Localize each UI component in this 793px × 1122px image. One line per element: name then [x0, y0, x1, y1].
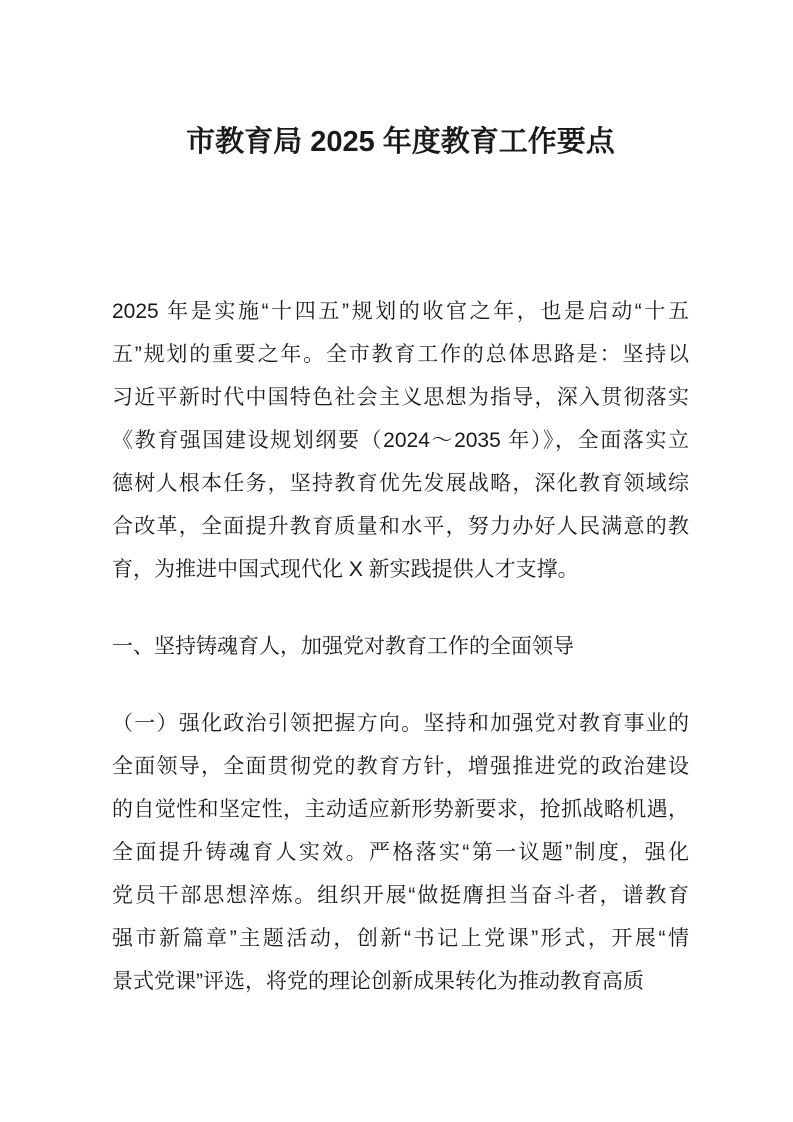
text-line: 强市新篇章”主题活动，创新“书记上党课”形式，开展“情: [112, 927, 689, 950]
text-line: （一）强化政治引领把握方向。坚持和加强党对教育事业的: [112, 712, 689, 735]
document-body: [112, 290, 689, 1003]
text-line: 《教育强国建设规划纲要（2024～2035 年）》，全面落实立: [112, 429, 689, 452]
text-line: 五”规划的重要之年。全市教育工作的总体思路是：坚持以: [112, 343, 689, 366]
document-title: 市教育局 2025 年度教育工作要点: [186, 126, 615, 158]
text-line: 合改革，全面提升教育质量和水平，努力办好人民满意的教: [112, 515, 689, 538]
text-line: 习近平新时代中国特色社会主义思想为指导，深入贯彻落实: [112, 386, 689, 409]
text-line: 全面领导，全面贯彻党的教育方针，增强推进党的政治建设: [112, 755, 689, 778]
paragraph: [112, 290, 689, 591]
text-line: 的自觉性和坚定性，主动适应新形势新要求，抢抓战略机遇，: [112, 798, 689, 821]
text-line: 2025 年是实施“十四五”规划的收官之年，也是启动“十五: [112, 300, 689, 323]
section-heading: [112, 625, 689, 668]
text-line: 一、坚持铸魂育人，加强党对教育工作的全面领导: [112, 635, 574, 658]
text-line: 德树人根本任务，坚持教育优先发展战略，深化教育领域综: [112, 472, 689, 495]
text-line: 全面提升铸魂育人实效。严格落实“第一议题”制度，强化: [112, 841, 689, 864]
text-line: 党员干部思想淬炼。组织开展“做挺膺担当奋斗者，谱教育: [112, 884, 689, 907]
text-line: 景式党课”评选，将党的理论创新成果转化为推动教育高质: [112, 970, 644, 993]
paragraph: [112, 702, 689, 1003]
text-line: 育，为推进中国式现代化 X 新实践提供人才支撑。: [112, 558, 579, 581]
